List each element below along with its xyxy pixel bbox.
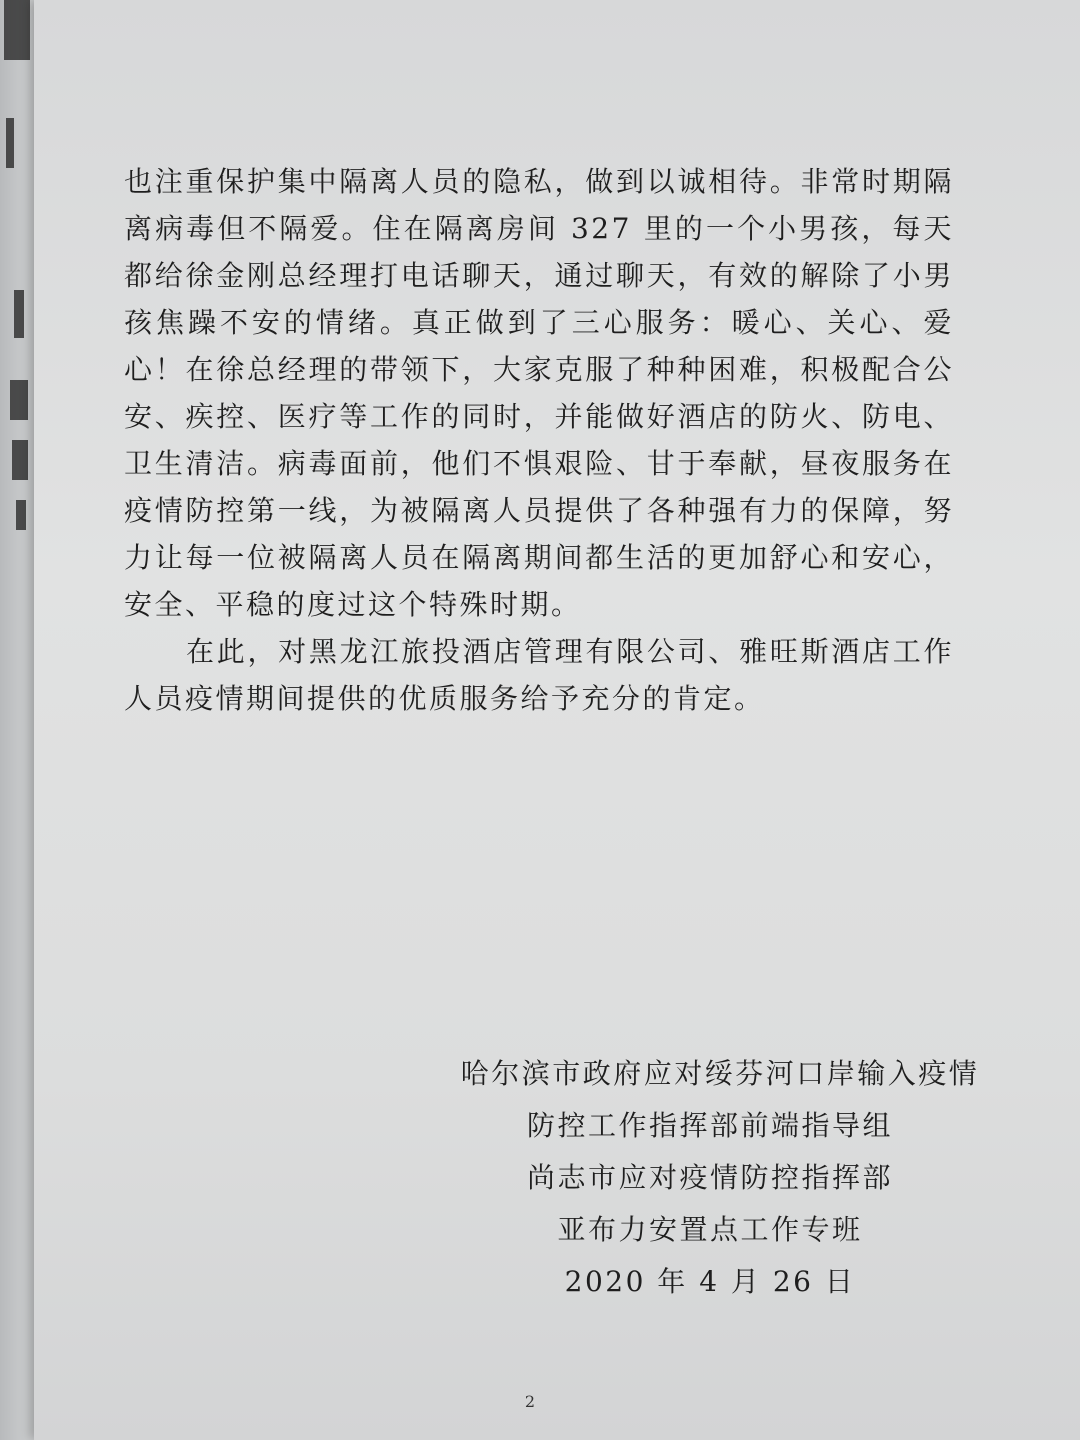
edge-mark [6, 118, 14, 168]
edge-mark [12, 440, 28, 480]
signature-date: 2020 年 4 月 26 日 [564, 1265, 856, 1298]
signature-line-3: 尚志市应对疫情防控指挥部 [526, 1161, 893, 1194]
signature-line-2: 防控工作指挥部前端指导组 [526, 1109, 893, 1142]
letter-body [124, 158, 954, 722]
edge-mark [4, 0, 30, 60]
page-number: 2 [524, 1392, 536, 1411]
edge-mark [16, 500, 26, 530]
body-paragraph-2: 在此，对黑龙江旅投酒店管理有限公司、雅旺斯酒店工作人员疫情期间提供的优质服务给予充分的肯定。 [124, 635, 954, 715]
body-paragraph-1: 也注重保护集中隔离人员的隐私，做到以诚相待。非常时期隔离病毒但不隔爱。住在隔离房间 327 里的一个小男孩，每天都给徐金刚总经理打电话聊天，通过聊天，有效的解除了小男孩焦躁不安的情绪。真正做到了三心服务：暖心、关心、爱心！在徐总经理的带领下，大家克服了种种困难，积极配合公安、疾控、医疗等工作的同时，并能做好酒店的防火、防电、卫生清洁。病毒面前，他们不惧艰险、甘于奉献，昼夜服务在疫情防控第一线，为被隔离人员提供了各种强有力的保障，努力让每一位被隔离人员在隔离期间都生活的更加舒心和安心，安全、平稳的度过这个特殊时期。 [124, 165, 954, 621]
edge-mark [14, 290, 24, 338]
edge-mark [10, 380, 28, 420]
signature-line-4: 亚布力安置点工作专班 [557, 1213, 863, 1246]
signature-block [430, 1048, 990, 1308]
signature-line-1: 哈尔滨市政府应对绥芬河口岸输入疫情 [460, 1057, 980, 1090]
underlying-page-edge [0, 0, 36, 1440]
